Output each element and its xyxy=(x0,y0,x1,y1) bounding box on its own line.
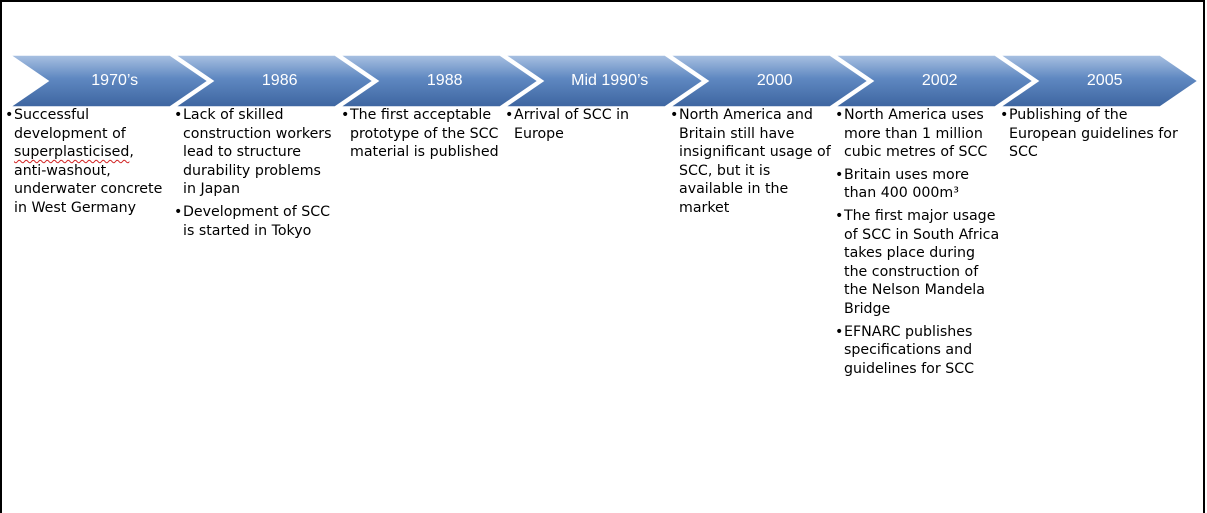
chevron-label-2002: 2002 xyxy=(921,72,958,89)
chevron-label-1988: 1988 xyxy=(426,72,463,89)
timeline-bullet xyxy=(835,323,1000,379)
timeline-bullet xyxy=(835,166,1000,203)
bullet-text: Successful development of superplasticised, anti-washout, underwater concrete in West Germany xyxy=(14,107,163,216)
timeline-bullet xyxy=(341,106,501,162)
chevron-label-2005: 2005 xyxy=(1086,72,1123,89)
chevron-label-2000: 2000 xyxy=(756,72,793,89)
timeline-bullet xyxy=(1000,106,1190,162)
timeline-column-2002 xyxy=(835,106,1000,382)
timeline-column-1970-s xyxy=(5,106,170,222)
bullet-text: Britain uses more than 400 000m³ xyxy=(844,166,969,202)
timeline-column-2000 xyxy=(670,106,832,222)
bullet-dot-icon: • xyxy=(835,207,844,224)
chevron-label-1986: 1986 xyxy=(261,72,298,89)
bullet-dot-icon: • xyxy=(174,203,183,220)
bullet-text: Lack of skilled construction workers lead to structure durability problems in Japan xyxy=(183,107,332,198)
timeline-column-1988 xyxy=(341,106,501,166)
timeline-bullet xyxy=(505,106,665,143)
bullet-text: The first acceptable prototype of the SCC material is published xyxy=(350,107,499,161)
bullet-text: North America uses more than 1 million cubic metres of SCC xyxy=(844,107,988,161)
bullet-dot-icon: • xyxy=(341,107,350,123)
bullet-text: EFNARC publishes specifications and guidelines for SCC xyxy=(844,323,975,377)
timeline-column-2005 xyxy=(1000,106,1190,166)
chevron-label-1970-s: 1970’s xyxy=(91,72,139,89)
bullet-text: The first major usage of SCC in South Africa takes place during the construction of the Nelson Mandela Bridge xyxy=(844,207,1000,317)
bullet-dot-icon: • xyxy=(670,107,679,123)
bullet-text: Development of SCC is started in Tokyo xyxy=(183,203,331,239)
timeline-bullet xyxy=(835,207,1000,319)
timeline-bullet xyxy=(5,106,170,218)
bullet-dot-icon: • xyxy=(1000,107,1009,123)
timeline-bullet xyxy=(670,106,832,218)
timeline-bullet xyxy=(835,106,1000,162)
bullet-text: Publishing of the European guidelines for SCC xyxy=(1009,107,1178,161)
bullet-dot-icon: • xyxy=(835,107,844,123)
bullet-text: Arrival of SCC in Europe xyxy=(514,107,630,142)
timeline-column-1986 xyxy=(174,106,334,244)
bullet-dot-icon: • xyxy=(505,107,514,123)
timeline-bullet xyxy=(174,106,334,199)
chevron-label-mid-1990-s: Mid 1990’s xyxy=(571,72,649,89)
bullet-dot-icon: • xyxy=(835,323,844,340)
timeline-column-mid-1990-s xyxy=(505,106,665,147)
timeline-bullet xyxy=(174,203,334,240)
bullet-dot-icon: • xyxy=(835,166,844,183)
bullet-dot-icon: • xyxy=(5,107,14,123)
bullet-dot-icon: • xyxy=(174,107,183,123)
bullet-text: North America and Britain still have insignificant usage of SCC, but it is available in the market xyxy=(679,107,831,216)
